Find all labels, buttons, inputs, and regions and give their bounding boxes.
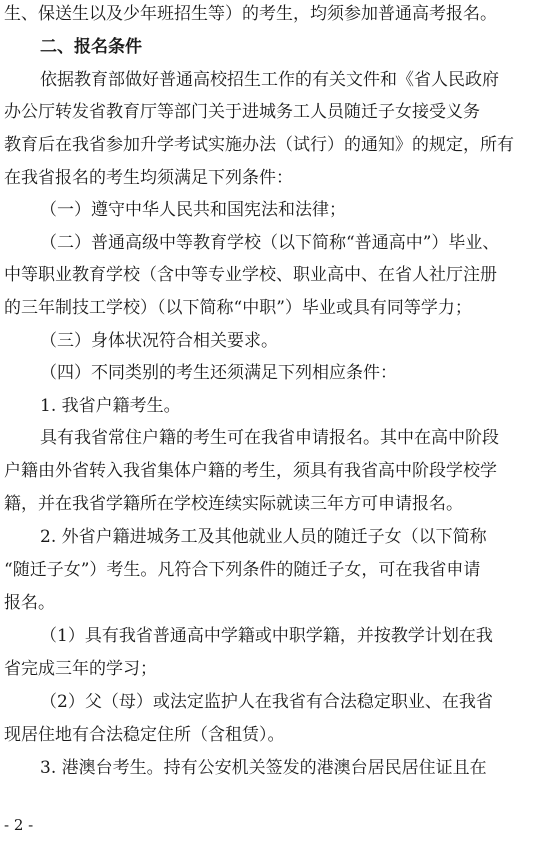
text-line: （四）不同类别的考生还须满足下列相应条件：: [40, 363, 397, 383]
text-line: 中等职业教育学校（含中等专业学校、职业高中、在省人社厅注册: [4, 265, 497, 285]
text-line: 籍，并在我省学籍所在学校连续实际就读三年方可申请报名。: [4, 494, 463, 514]
text-line: 现居住地有合法稳定住所（含租赁）。: [4, 725, 285, 745]
text-line: 依据教育部做好普通高校招生工作的有关文件和《省人民政府: [40, 70, 499, 90]
text-line: 3. 港澳台考生。持有公安机关签发的港澳台居民居住证且在: [40, 758, 487, 778]
text-line: 具有我省常住户籍的考生可在我省申请报名。其中在高中阶段: [40, 428, 499, 448]
text-line: 2. 外省户籍进城务工及其他就业人员的随迁子女（以下简称: [40, 527, 487, 547]
text-line: 生、保送生以及少年班招生等）的考生，均须参加普通高考报名。: [4, 4, 497, 24]
text-line: 的三年制技工学校）（以下简称“中职”）毕业或具有同等学力；: [4, 298, 472, 318]
page-number: - 2 -: [4, 816, 34, 834]
text-line: 省完成三年的学习；: [4, 659, 157, 679]
text-line: “随迁子女”）考生。凡符合下列条件的随迁子女，可在我省申请: [4, 560, 481, 580]
text-line: （二）普通高级中等教育学校（以下简称“普通高中”）毕业、: [40, 233, 500, 253]
text-line: 1. 我省户籍考生。: [40, 396, 181, 416]
text-line: （三）身体状况符合相关要求。: [40, 331, 278, 351]
text-line: 办公厅转发省教育厅等部门关于进城务工人员随迁子女接受义务: [4, 102, 480, 122]
text-line: （1）具有我省普通高中学籍或中职学籍，并按教学计划在我: [40, 626, 493, 646]
text-line: 报名。: [4, 593, 55, 613]
text-line: （一）遵守中华人民共和国宪法和法律；: [40, 200, 346, 220]
section-heading: 二、报名条件: [40, 37, 142, 57]
text-line: （2）父（母）或法定监护人在我省有合法稳定职业、在我省: [40, 692, 493, 712]
text-line: 户籍由外省转入我省集体户籍的考生，须具有我省高中阶段学校学: [4, 461, 497, 481]
text-line: 在我省报名的考生均须满足下列条件：: [4, 168, 293, 188]
text-line: 教育后在我省参加升学考试实施办法（试行）的通知》的规定，所有: [4, 135, 514, 155]
